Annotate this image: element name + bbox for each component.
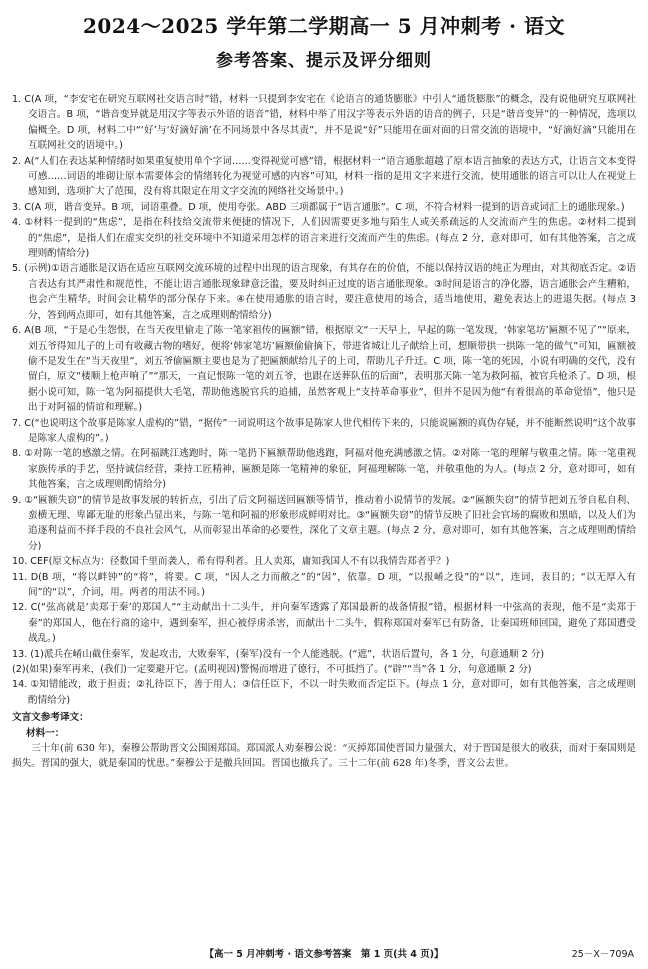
translation-heading: 文言文参考译文： <box>12 712 89 724</box>
answer-item-11: 11. D(B 项，“将以衅钟”的“将”，将要。C 项，“因人之力而敝之”的“因”，依靠。D 项，“以报崤之役”的“以”，连词，表目的；“以无厚入有间”的“以”，介词，用。两者的用法不同。) <box>12 571 636 598</box>
answer-item-7: 7. C(“也说明这个故事是陈家人虚构的”错，“据传”一词说明这个故事是陈家人世代相传下来的，只能说匾额的真伪存疑，并不能断然说明“这个故事是陈家人虚构的”。) <box>12 417 636 444</box>
footer-page-info: 【高一 5 月冲刺考 · 语文参考答案 第 1 页(共 4 页)】 <box>204 949 444 960</box>
translation-paragraph: 三十年(前 630 年)，秦穆公帮助晋文公围困郑国。郑国派人劝秦穆公说：“灭掉郑国使晋国力量强大，对于晋国是很大的收获，而对于秦国则是损失。晋国的强大，就是秦国的忧患。”秦穆公于是撤兵回国。晋国也撤兵了。三十二年(前 628 年)冬季，晋文公去世。 <box>12 743 636 770</box>
answer-item-10: 10. CEF(原文标点为：径数国千里而袭人，希有得利者。且人卖郑，庸知我国人不有以我情告郑者乎？) <box>12 556 450 568</box>
document-title: 2024～2025 学年第二学期高一 5 月冲刺考 · 语文 <box>82 14 566 38</box>
translation-material-label: 材料一： <box>26 727 65 739</box>
document-subtitle: 参考答案、提示及评分细则 <box>216 51 432 71</box>
answer-item-13-1: 13. (1)派兵在崤山截住秦军，发起攻击，大败秦军，(秦军)没有一个人能逃脱。(“遮”，状语后置句，各 1 分，句意通顺 2 分) <box>12 648 545 660</box>
answer-content <box>12 92 636 772</box>
answer-item-13-2: (2)(如果)秦军再来，(我们)一定要避开它。(孟明视因)警惕而增进了德行，不可抵挡了。(“辟”“当”各 1 分，句意通顺 2 分) <box>12 664 532 676</box>
answer-item-1: 1. C(A 项，“李安宅在研究互联网社交语言时”错，材料一只提到李安宅在《论语言的通货膨胀》中引人“通货膨胀”的概念，没有说他研究互联网社交语言。B 项，“谐音变异就是用汉字等表示外语的语音”错，材料中举了用汉字等表示外语的语音的例子，只是“谐音变异”的一种情况，选项以偏概全。D 项，材料二中“‘好’与‘好滴好滴’在不同场景中各尽其责”，并不是说“好”只能用在面对面的日常交流的语境中，“好滴好滴”只能用在互联网社交的语境中。) <box>12 94 636 152</box>
answer-item-5: 5. (示例)①语言通胀是汉语在适应互联网交流环境的过程中出现的语言现象，有其存在的价值，不能以保持汉语的纯正为理由，对其彻底否定。②语言表达有其严肃性和规范性，不能让语言通胀现象肆意泛滥，要及时纠正过度的语言通胀现象。③时间是语言的净化器，语言通胀会产生糟粕，也会产生精华，时间会让精华的部分保存下来。④在使用通胀的语言时，要注意使用的场合，适当地使用，避免表达上的进退失据。(每点 3 分，答到两点即可，如有其他答案，言之成理则酌情给分) <box>12 263 636 321</box>
answer-item-4: 4. ①材料一提到的“焦虑”，是指在科技给交流带来便捷的情况下，人们因需要更多地与陌生人或关系疏远的人交流而产生的焦虑。②材料二提到的“焦虑”，是指人们在虚实交织的社交环境中不知道采用怎样的语言来进行交流而产生的焦虑。(每点 2 分，意对即可，如有其他答案，言之成理则酌情给分) <box>12 217 636 260</box>
answer-item-6: 6. A(B 项，“于是心生怨恨，在当天夜里偷走了陈一笔家祖传的匾额”错，根据原文“一天早上，早起的陈一笔发现，‘韩家笔坊’匾额不见了”“原来，刘五爷得知儿子的上司有收藏古物的嗜好，便将‘韩家笔坊’匾额偷偷摘下，带进省城让儿子献给上司，想顺带拱一拱陈一笔的做气”可知，匾额被偷不是发生在“当天夜里”，刘五爷偷匾额主要也是为了把匾额献给儿子的上司，帮助儿子升迁。C 项，陈一笔的死因，小说有明确的交代，没有留白，原文“楼顺上枪声响了”“那天，一直记恨陈一笔的刘五爷，也跟在送葬队伍的后面”，表明那天陈一笔为救阿福，被官兵枪杀了。D 项，根据小说可知，陈一笔为阿福提供大毛笔，帮助他逃脱官兵的追捕，虽然客观上“支持革命事业”，但并不是因为他“有着很高的革命觉悟”，他只是出于对阿福的情谊和理解。) <box>12 325 636 414</box>
answer-item-3: 3. C(A 项，谐音变异。B 项，词语重叠。D 项，使用夸张。ABD 三项都属于“语言通胀”。C 项，不符合材料一提到的语音或词汇上的通胀现象。) <box>12 201 625 213</box>
answer-item-12: 12. C(“弦高就是‘卖郑于秦’的郑国人”“主动献出十二头牛，并向秦军透露了郑国最新的战备情报”错，根据材料一中弦高的表现，他不是“卖郑于秦”的郑国人，他在行商的途中，遇到秦军，担心被俘虏杀害，而献出十二头牛，假称郑国对秦军已有防备，让秦国班师回国，避免了郑国遭受战乱。) <box>12 602 636 645</box>
answer-item-8: 8. ①对陈一笔的感激之情。在阿福跳江逃跑时，陈一笔扔下匾额帮助他逃跑，阿福对他充满感激之情。②对陈一笔的理解与敬重之情。陈一笔重视家族传承的手艺，坚持诚信经营，秉持工匠精神，匾额是陈一笔精神的象征，阿福理解陈一笔，并敬重他的为人。(每点 2 分，意对即可，如有其他答案，言之成理则酌情给分) <box>12 448 636 491</box>
answer-item-2: 2. A(“人们在表达某种情绪时如果重复使用单个字词……变得视觉可感”错，根据材料一“语言通胀超越了原本语言抽象的表达方式，让语言文本变得可感……词语的堆砌让原本需要体会的情绪转化为视觉可感的内容”可知，材料一指的是用文字来进行交流，使用通胀的语言可以让人在视觉上感知到，选项扩大了范围，没有将其限定在用文字交流的网络社交场景中。) <box>12 155 636 198</box>
answer-item-14: 14. ①知错能改，敢于担责；②礼待臣下，善于用人；③信任臣下，不以一时失败而否定臣下。(每点 1 分，意对即可，如有其他答案，言之成理则酌情给分) <box>12 679 636 706</box>
footer-code: 25－X－709A <box>571 949 634 960</box>
answer-item-9: 9. ①“匾额失窃”的情节是故事发展的转折点，引出了后文阿福送回匾额等情节，推动着小说情节的发展。②“匾额失窃”的情节把刘五爷自私自利、蛮横无理、卑鄙无耻的形象凸显出来，与陈一笔和阿福的形象形成鲜明对比。③“匾额失窃”的情节反映了旧社会官场的腐败和黑暗，以及人们为追逐利益而不择手段的不良社会风气，从而彰显出革命的必要性，深化了文章主题。(每点 2 分，意对即可，如有其他答案，言之成理则酌情给分) <box>12 494 636 552</box>
